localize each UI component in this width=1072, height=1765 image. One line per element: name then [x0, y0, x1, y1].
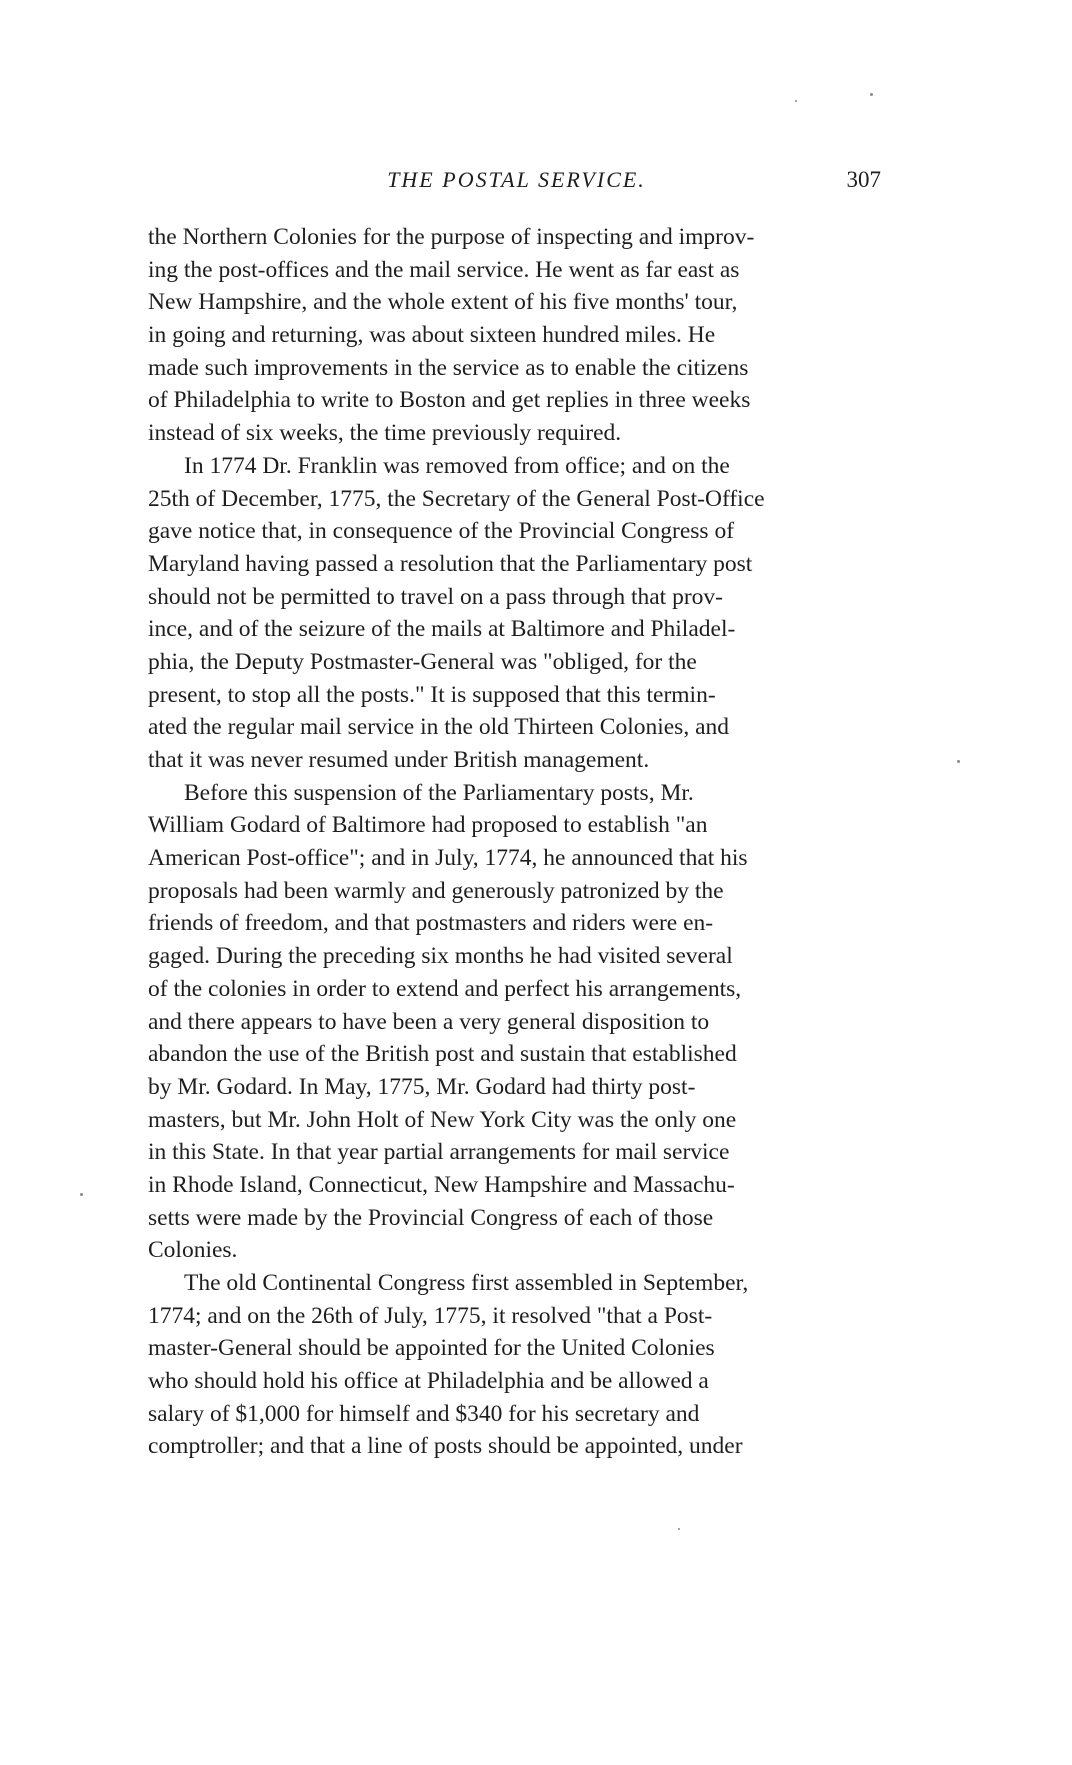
- text-line: ated the regular mail service in the old Thirteen Colonies, and: [148, 714, 730, 741]
- scan-speck: [80, 1193, 83, 1196]
- text-line: master-General should be appointed for the United Colonies: [148, 1335, 715, 1362]
- text-line: the Northern Colonies for the purpose of inspecting and improv-: [148, 224, 755, 250]
- paragraph: [148, 450, 885, 777]
- paragraph: [148, 777, 885, 1267]
- text-line: American Post-office"; and in July, 1774, he announced that his: [148, 845, 748, 872]
- text-line: Colonies.: [148, 1237, 238, 1264]
- text-line: abandon the use of the British post and sustain that established: [148, 1041, 737, 1068]
- text-line: in Rhode Island, Connecticut, New Hampshire and Massachu-: [148, 1171, 735, 1198]
- text-line: setts were made by the Provincial Congress of each of those: [148, 1204, 714, 1231]
- text-line: gave notice that, in consequence of the Provincial Congress of: [148, 518, 735, 545]
- text-line: 25th of December, 1775, the Secretary of the General Post-Office: [148, 485, 765, 512]
- running-title: THE POSTAL SERVICE.: [387, 167, 646, 192]
- text-line: friends of freedom, and that postmasters and riders were en-: [148, 910, 714, 937]
- text-line: by Mr. Godard. In May, 1775, Mr. Godard had thirty post-: [148, 1073, 696, 1100]
- text-line: New Hampshire, and the whole extent of his five months' tour,: [148, 289, 738, 316]
- page-header: [148, 164, 885, 196]
- text-line: 1774; and on the 26th of July, 1775, it resolved "that a Post-: [148, 1302, 713, 1329]
- text-line: instead of six weeks, the time previously required.: [148, 420, 622, 447]
- scan-speck: [957, 760, 960, 763]
- text-line: William Godard of Baltimore had proposed to establish "an: [148, 812, 708, 839]
- text-line: should not be permitted to travel on a pass through that prov-: [148, 583, 723, 610]
- text-line: of the colonies in order to extend and perfect his arrangements,: [148, 975, 742, 1002]
- text-line: gaged. During the preceding six months he had visited several: [148, 943, 733, 970]
- text-line: Before this suspension of the Parliamentary posts, Mr.: [184, 779, 694, 806]
- text-line: phia, the Deputy Postmaster-General was "obliged, for the: [148, 648, 697, 675]
- text-line: In 1774 Dr. Franklin was removed from office; and on the: [184, 452, 730, 479]
- scan-speck: [795, 100, 797, 102]
- paragraph: [148, 1267, 885, 1463]
- text-line: masters, but Mr. John Holt of New York City was the only one: [148, 1106, 737, 1133]
- text-line: proposals had been warmly and generously patronized by the: [148, 877, 724, 904]
- text-line: present, to stop all the posts." It is supposed that this termin-: [148, 681, 716, 708]
- text-line: in this State. In that year partial arrangements for mail service: [148, 1139, 730, 1166]
- text-line: ince, and of the seizure of the mails at Baltimore and Philadel-: [148, 616, 736, 643]
- text-line: that it was never resumed under British management.: [148, 747, 650, 773]
- text-line: who should hold his office at Philadelphia and be allowed a: [148, 1368, 709, 1395]
- text-line: comptroller; and that a line of posts should be appointed, under: [148, 1433, 743, 1460]
- text-line: in going and returning, was about sixteen hundred miles. He: [148, 322, 716, 349]
- text-line: The old Continental Congress first assembled in September,: [184, 1270, 749, 1296]
- page-number: 307: [846, 167, 881, 192]
- text-line: and there appears to have been a very general disposition to: [148, 1008, 710, 1035]
- body-text: [148, 221, 885, 1463]
- text-line: ing the post-offices and the mail service. He went as far east as: [148, 256, 740, 283]
- text-line: of Philadelphia to write to Boston and get replies in three weeks: [148, 387, 751, 414]
- text-line: Maryland having passed a resolution that the Parliamentary post: [148, 550, 753, 577]
- paragraph: [148, 221, 885, 450]
- text-line: made such improvements in the service as to enable the citizens: [148, 354, 749, 381]
- scan-speck: [870, 93, 873, 96]
- text-line: salary of $1,000 for himself and $340 for his secretary and: [148, 1400, 700, 1427]
- scan-speck: [678, 1528, 680, 1530]
